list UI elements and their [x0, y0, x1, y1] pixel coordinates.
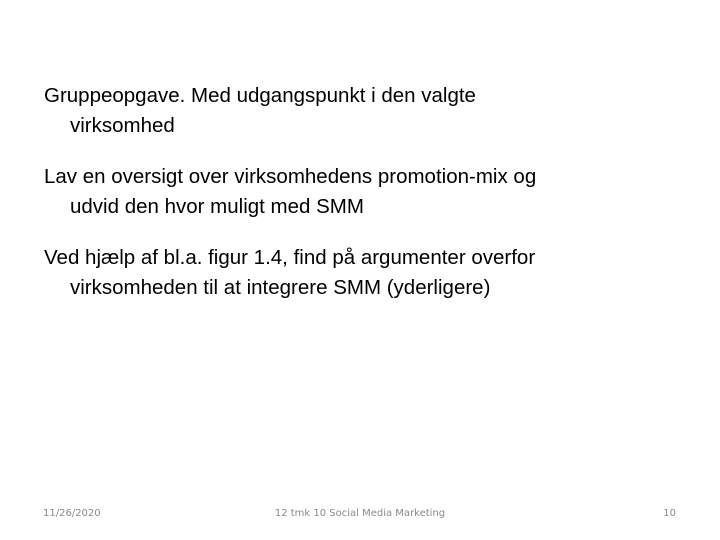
paragraph-line: virksomhed: [70, 114, 175, 137]
paragraph-group-task: [44, 81, 684, 141]
paragraph-line: Lav en oversigt over virksomhedens promotion-mix og: [44, 165, 537, 188]
paragraph-promotion-mix: [44, 162, 684, 222]
paragraph-line: Ved hjælp af bl.a. figur 1.4, find på argumenter overfor: [44, 246, 536, 269]
paragraph-arguments: [44, 243, 684, 303]
paragraph-line: udvid den hvor muligt med SMM: [70, 195, 364, 218]
footer-title: 12 tmk 10 Social Media Marketing: [274, 508, 446, 519]
footer-page-number: 10: [663, 508, 676, 519]
slide-body: [44, 81, 684, 324]
footer-date: 11/26/2020: [43, 508, 101, 519]
paragraph-line: virksomheden til at integrere SMM (yderligere): [70, 276, 491, 299]
paragraph-line: Gruppeopgave. Med udgangspunkt i den valgte: [44, 84, 476, 107]
